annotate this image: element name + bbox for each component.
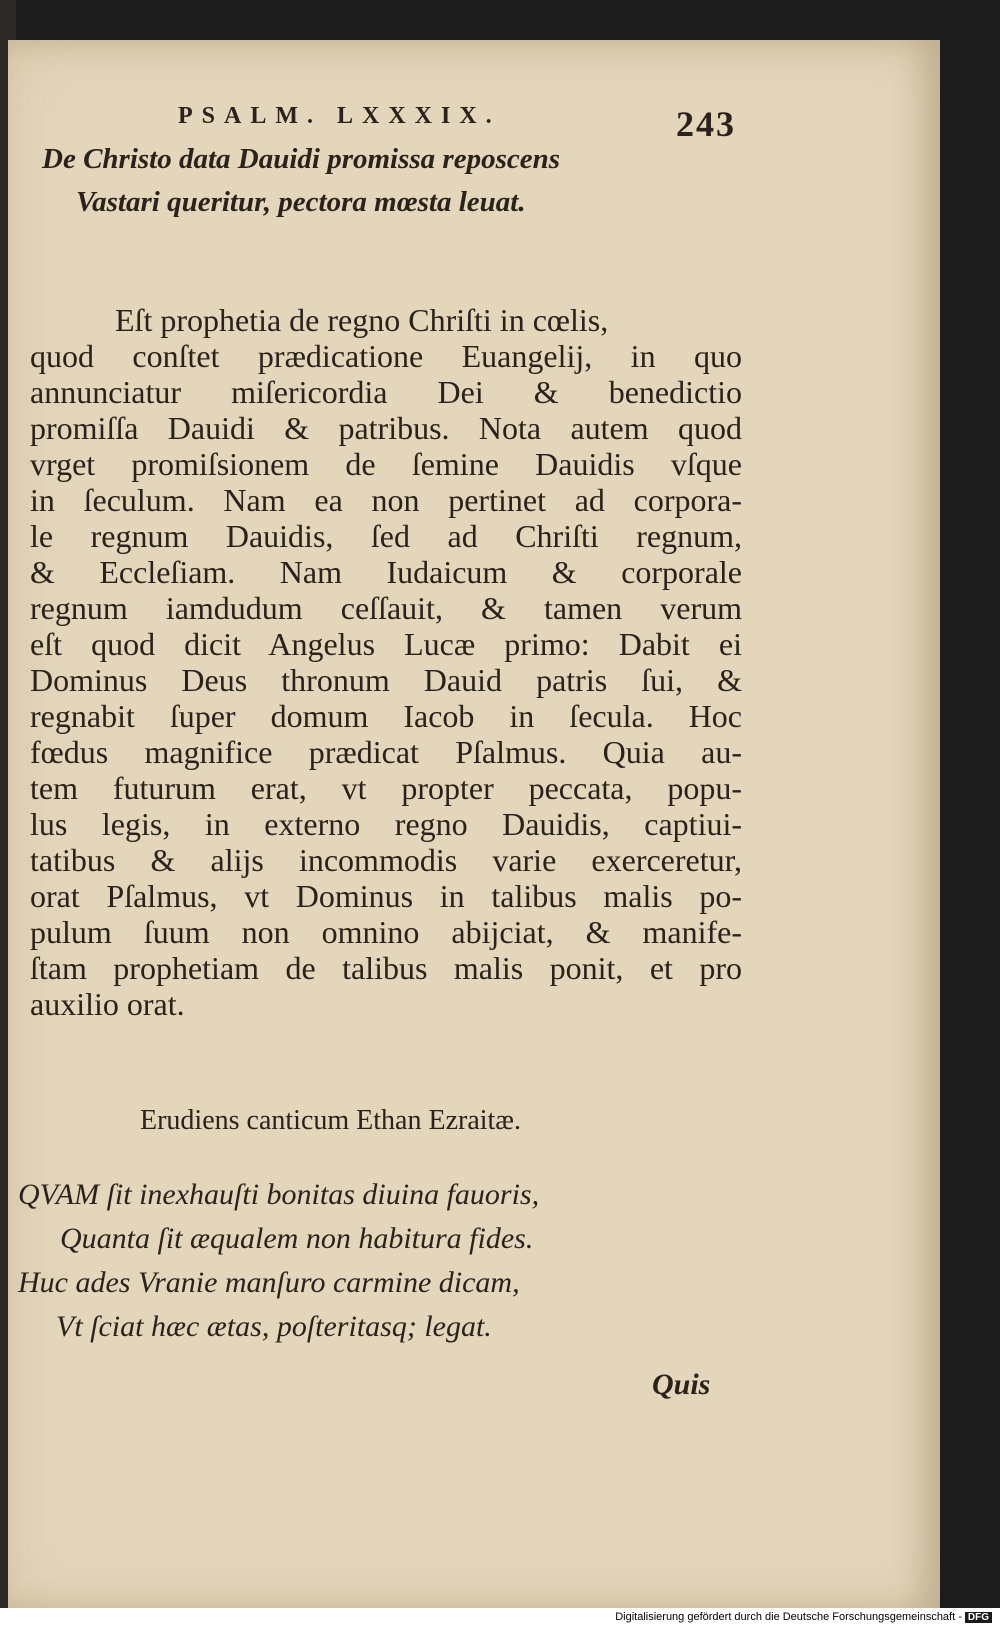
argument-line: annunciatur miſericordia Dei & benedictio	[30, 374, 742, 410]
page-number: 243	[676, 104, 736, 144]
argument-line: Eſt prophetia de regno Chriſti in cœlis,	[115, 302, 609, 338]
argument-line: ſtam prophetiam de talibus malis ponit, et pro	[30, 950, 742, 986]
catchword: Quis	[652, 1368, 711, 1401]
argument-line: vrget promiſsionem de ſemine Dauidis vſque	[30, 446, 742, 482]
argument-line: & Eccleſiam. Nam Iudaicum & corporale	[30, 554, 742, 590]
argument-line: lus legis, in externo regno Dauidis, captiui-	[30, 806, 742, 842]
verse-line: Quanta ſit æqualem non habitura fides.	[60, 1222, 534, 1255]
verse-line: Vt ſciat hæc ætas, poſteritasq; legat.	[56, 1310, 492, 1343]
argument-line: orat Pſalmus, vt Dominus in talibus malis po-	[30, 878, 742, 914]
argument-line: auxilio orat.	[30, 986, 185, 1022]
argument-line: fœdus magnifice prædicat Pſalmus. Quia au-	[30, 734, 742, 770]
argument-line: eſt quod dicit Angelus Lucæ primo: Dabit ei	[30, 626, 742, 662]
argument-line: regnabit ſuper domum Iacob in ſecula. Hoc	[30, 698, 742, 734]
argument-line: in ſeculum. Nam ea non pertinet ad corpora-	[30, 482, 742, 518]
running-title: PSALM. LXXXIX.	[178, 103, 501, 129]
argument-line: Dominus Deus thronum Dauid patris ſui, &	[30, 662, 742, 698]
argument-line: quod conſtet prædicatione Euangelij, in quo	[30, 338, 742, 374]
verse-subheading: Erudiens canticum Ethan Ezraitæ.	[140, 1105, 521, 1136]
argument-line: promiſſa Dauidi & patribus. Nota autem quod	[30, 410, 742, 446]
argument-line: le regnum Dauidis, ſed ad Chriſti regnum,	[30, 518, 742, 554]
motto-line-1: De Christo data Dauidi promissa reposcens	[42, 143, 561, 175]
verse-line: Huc ades Vranie manſuro carmine dicam,	[18, 1266, 520, 1299]
argument-line: regnum iamdudum ceſſauit, & tamen verum	[30, 590, 742, 626]
argument-line: tatibus & alijs incommodis varie exerceretur,	[30, 842, 742, 878]
argument-line: pulum ſuum non omnino abijciat, & manife-	[30, 914, 742, 950]
verse-line: QVAM ſit inexhauſti bonitas diuina fauoris,	[18, 1178, 540, 1211]
motto-line-2: Vastari queritur, pectora mœsta leuat.	[76, 186, 526, 218]
dfg-logo: DFG	[965, 1612, 992, 1623]
argument-line: tem futurum erat, vt propter peccata, popu-	[30, 770, 742, 806]
digitization-credit	[615, 1611, 992, 1623]
credit-text: Digitalisierung gefördert durch die Deutsche Forschungsgemeinschaft -	[615, 1611, 962, 1623]
